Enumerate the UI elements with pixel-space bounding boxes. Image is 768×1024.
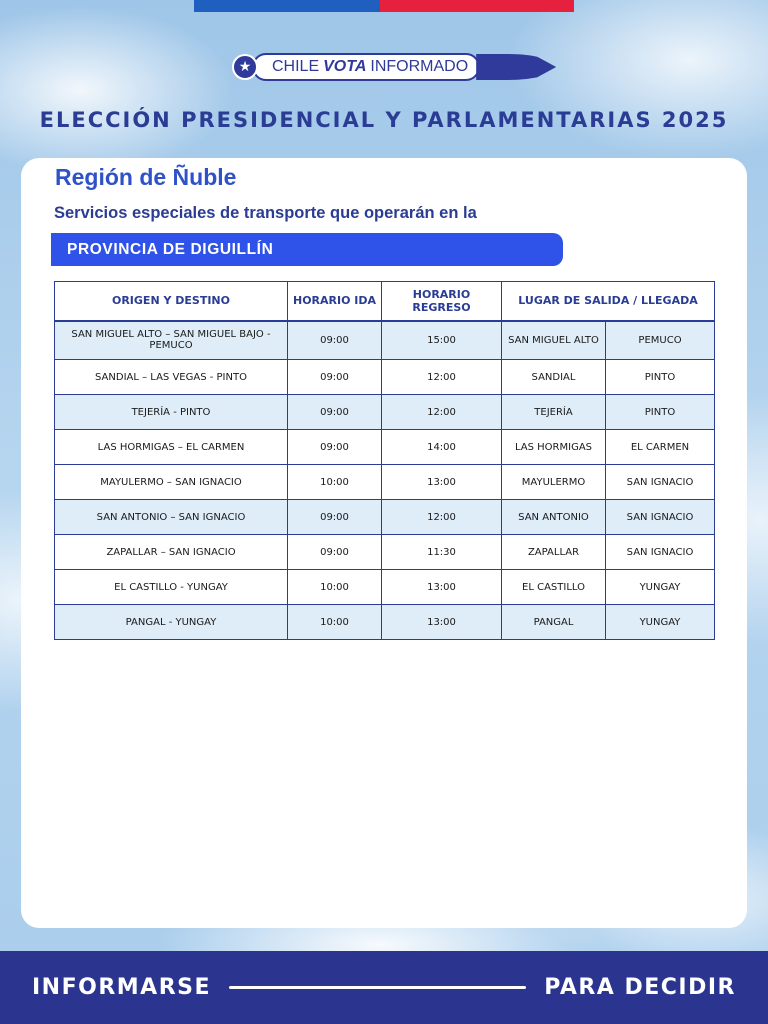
table-header-row bbox=[55, 282, 715, 321]
header-lugar-salida-llegada: LUGAR DE SALIDA / LLEGADA bbox=[502, 282, 715, 321]
cell-horario-ida: 10:00 bbox=[288, 605, 382, 640]
cell-lugar-salida: SANDIAL bbox=[502, 360, 606, 395]
cell-lugar-salida: SAN MIGUEL ALTO bbox=[502, 321, 606, 360]
table-row bbox=[55, 500, 715, 535]
cell-horario-regreso: 12:00 bbox=[382, 360, 502, 395]
content-card bbox=[21, 158, 747, 928]
cell-horario-ida: 09:00 bbox=[288, 321, 382, 360]
header-horario-regreso: HORARIO REGRESO bbox=[382, 282, 502, 321]
cell-origen-destino: MAYULERMO – SAN IGNACIO bbox=[55, 465, 288, 500]
transport-table bbox=[54, 281, 715, 640]
footer-right-text: PARA DECIDIR bbox=[544, 975, 736, 1000]
cell-horario-ida: 10:00 bbox=[288, 465, 382, 500]
table-row bbox=[55, 430, 715, 465]
cell-horario-regreso: 11:30 bbox=[382, 535, 502, 570]
cell-origen-destino: SAN MIGUEL ALTO – SAN MIGUEL BAJO - PEMUCO bbox=[55, 321, 288, 360]
cell-lugar-salida: PANGAL bbox=[502, 605, 606, 640]
cell-lugar-salida: ZAPALLAR bbox=[502, 535, 606, 570]
cell-horario-regreso: 13:00 bbox=[382, 605, 502, 640]
cell-lugar-salida: EL CASTILLO bbox=[502, 570, 606, 605]
logo-word-vota: VOTA bbox=[323, 58, 367, 75]
star-icon: ★ bbox=[232, 54, 258, 80]
cell-origen-destino: SANDIAL – LAS VEGAS - PINTO bbox=[55, 360, 288, 395]
page-headline: ELECCIÓN PRESIDENCIAL Y PARLAMENTARIAS 2025 bbox=[39, 108, 729, 132]
cell-horario-ida: 09:00 bbox=[288, 535, 382, 570]
footer-divider bbox=[229, 986, 526, 989]
cell-horario-regreso: 15:00 bbox=[382, 321, 502, 360]
pencil-tip-icon bbox=[476, 54, 556, 80]
flag-blue-band bbox=[194, 0, 380, 12]
flag-strip bbox=[194, 0, 574, 12]
cell-lugar-llegada: YUNGAY bbox=[606, 570, 715, 605]
logo-word-informado: INFORMADO bbox=[370, 58, 469, 75]
cell-lugar-llegada: PEMUCO bbox=[606, 321, 715, 360]
cell-origen-destino: LAS HORMIGAS – EL CARMEN bbox=[55, 430, 288, 465]
table-row bbox=[55, 535, 715, 570]
logo-word-chile: CHILE bbox=[272, 58, 320, 75]
cell-horario-regreso: 13:00 bbox=[382, 465, 502, 500]
cell-horario-regreso: 13:00 bbox=[382, 570, 502, 605]
table-row bbox=[55, 395, 715, 430]
cell-horario-regreso: 14:00 bbox=[382, 430, 502, 465]
table-row bbox=[55, 605, 715, 640]
flag-red-band bbox=[380, 0, 574, 12]
table-row bbox=[55, 465, 715, 500]
cell-lugar-llegada: PINTO bbox=[606, 360, 715, 395]
province-banner bbox=[51, 233, 563, 266]
cell-horario-ida: 10:00 bbox=[288, 570, 382, 605]
cell-lugar-salida: TEJERÍA bbox=[502, 395, 606, 430]
region-title: Región de Ñuble bbox=[55, 164, 237, 190]
cell-lugar-llegada: SAN IGNACIO bbox=[606, 465, 715, 500]
logo-text bbox=[252, 53, 480, 81]
cell-horario-regreso: 12:00 bbox=[382, 500, 502, 535]
footer-left-text: INFORMARSE bbox=[32, 975, 212, 1000]
cell-origen-destino: ZAPALLAR – SAN IGNACIO bbox=[55, 535, 288, 570]
cell-horario-regreso: 12:00 bbox=[382, 395, 502, 430]
cell-origen-destino: EL CASTILLO - YUNGAY bbox=[55, 570, 288, 605]
cell-lugar-llegada: EL CARMEN bbox=[606, 430, 715, 465]
table-row bbox=[55, 360, 715, 395]
cell-lugar-llegada: PINTO bbox=[606, 395, 715, 430]
province-label: PROVINCIA DE DIGUILLÍN bbox=[67, 240, 274, 258]
cell-horario-ida: 09:00 bbox=[288, 430, 382, 465]
cell-lugar-salida: LAS HORMIGAS bbox=[502, 430, 606, 465]
table-row bbox=[55, 321, 715, 360]
header-origen-destino: ORIGEN Y DESTINO bbox=[55, 282, 288, 321]
cell-lugar-llegada: SAN IGNACIO bbox=[606, 535, 715, 570]
cell-lugar-salida: MAYULERMO bbox=[502, 465, 606, 500]
cell-horario-ida: 09:00 bbox=[288, 395, 382, 430]
cell-lugar-salida: SAN ANTONIO bbox=[502, 500, 606, 535]
footer-bar bbox=[0, 951, 768, 1024]
cell-horario-ida: 09:00 bbox=[288, 500, 382, 535]
cell-origen-destino: TEJERÍA - PINTO bbox=[55, 395, 288, 430]
table-row bbox=[55, 570, 715, 605]
subtitle: Servicios especiales de transporte que operarán en la bbox=[54, 204, 477, 222]
cell-origen-destino: SAN ANTONIO – SAN IGNACIO bbox=[55, 500, 288, 535]
cell-horario-ida: 09:00 bbox=[288, 360, 382, 395]
chile-vota-informado-logo bbox=[232, 52, 556, 82]
cell-lugar-llegada: SAN IGNACIO bbox=[606, 500, 715, 535]
header-horario-ida: HORARIO IDA bbox=[288, 282, 382, 321]
cell-origen-destino: PANGAL - YUNGAY bbox=[55, 605, 288, 640]
cell-lugar-llegada: YUNGAY bbox=[606, 605, 715, 640]
